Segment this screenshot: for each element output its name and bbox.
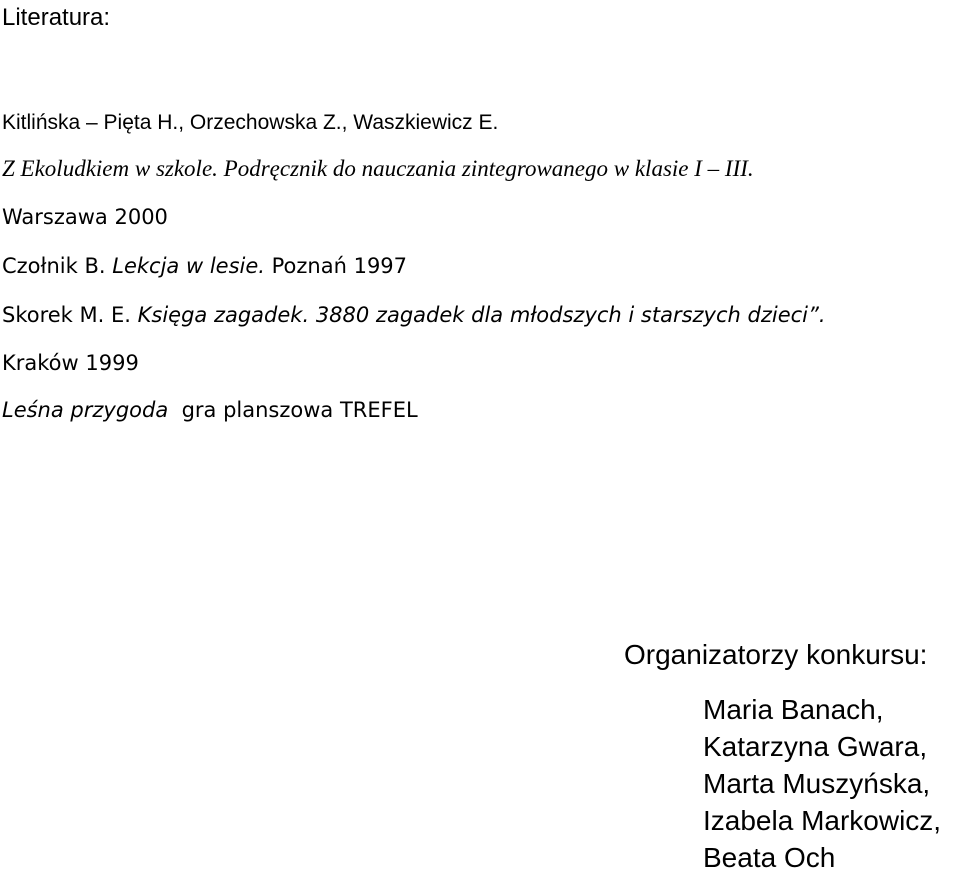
ref1-authors: Kitlińska – Pięta H., Orzechowska Z., Waszkiewicz E. [2,111,499,134]
ref2-title: Lekcja w lesie. [112,254,265,278]
ref3-title: Księga zagadek. 3880 zagadek dla młodszych i starszych dzieci”. [137,303,826,327]
ref4-title: Leśna przygoda [2,398,169,422]
organizer-name: Beata Och [703,842,836,873]
ref2-line [2,252,407,280]
ref3-line [2,301,826,329]
organizers-list [703,691,941,876]
ref4-line [2,396,418,424]
organizer-name: Marta Muszyńska, [703,768,931,799]
organizer-name: Katarzyna Gwara, [703,731,928,762]
ref2-author: Czołnik B. [2,254,106,278]
literature-heading: Literatura: [2,4,111,31]
ref1-title: Z Ekoludkiem w szkole. Podręcznik do nauczania zintegrowanego w klasie I – III. [2,156,754,181]
organizers-title: Organizatorzy konkursu: [624,639,928,670]
ref3-place: Kraków 1999 [2,351,139,375]
organizer-name: Izabela Markowicz, [703,805,942,836]
ref4-rest: gra planszowa TREFEL [168,398,418,422]
ref2-place: Poznań 1997 [271,254,408,278]
ref3-author: Skorek M. E. [2,303,131,327]
ref1-place: Warszawa 2000 [2,205,168,229]
organizer-name: Maria Banach, [703,694,884,725]
